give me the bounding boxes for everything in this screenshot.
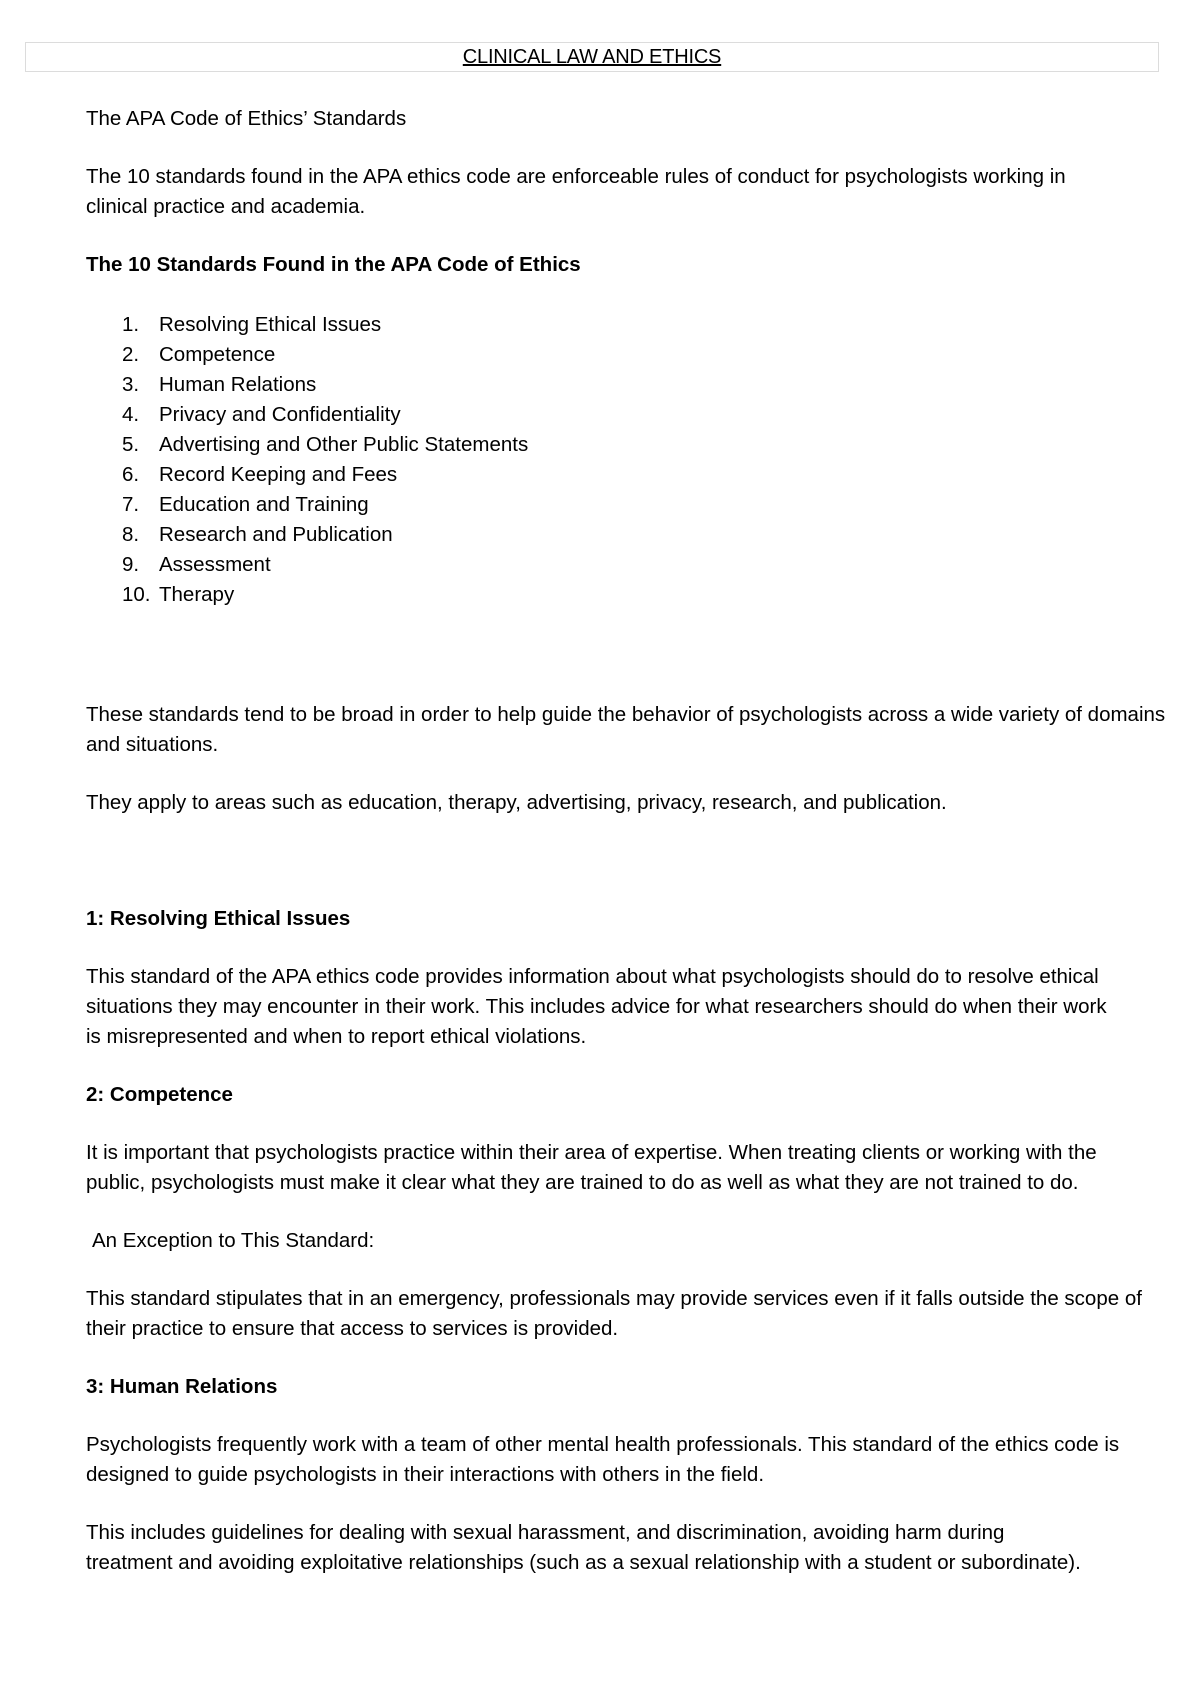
list-item-label: Record Keeping and Fees [159,463,398,486]
list-item-label: Competence [159,343,276,366]
list-item [86,340,1166,370]
list-item [86,400,1166,430]
list-item-label: Assessment [159,553,271,576]
broad-paragraph: These standards tend to be broad in order to help guide the behavior of psychologists across a wide variety of domains and situations. [86,703,1166,756]
standards-list [86,310,1166,610]
list-item-number: 8. [122,523,140,546]
list-item-number: 6. [122,463,140,486]
list-item-label: Research and Publication [159,523,393,546]
list-item-number: 4. [122,403,140,426]
list-item-label: Human Relations [159,373,317,396]
list-item [86,580,1166,610]
intro-paragraph: The 10 standards found in the APA ethics code are enforceable rules of conduct for psychologists working in clinical practice and academia. [86,165,1066,218]
list-item-number: 10. [122,583,151,606]
section-3-body-2: This includes guidelines for dealing with sexual harassment, and discrimination, avoiding harm during treatment and avoiding exploitative relationships (such as a sexual relationship with a student or subordinate). [86,1521,1081,1574]
section-2-heading: 2: Competence [86,1083,233,1106]
section-2-body: It is important that psychologists practice within their area of expertise. When treating clients or working with the public, psychologists must make it clear what they are trained to do as well as what they are not trained to do. [86,1141,1097,1194]
section-3-body-1: Psychologists frequently work with a team of other mental health professionals. This standard of the ethics code is designed to guide psychologists in their interactions with others in the field. [86,1433,1120,1486]
list-item [86,310,1166,340]
list-item-label: Therapy [159,583,235,606]
list-item [86,520,1166,550]
section-1-body: This standard of the APA ethics code provides information about what psychologists should do to resolve ethical situations they may encounter in their work. This includes advice for what researchers should do when their work is misrepresented and when to report ethical violations. [86,965,1107,1048]
document-title: CLINICAL LAW AND ETHICS [462,46,722,68]
list-item [86,430,1166,460]
list-item [86,490,1166,520]
list-item-number: 5. [122,433,140,456]
list-item-number: 2. [122,343,140,366]
apply-paragraph: They apply to areas such as education, therapy, advertising, privacy, research, and publication. [86,791,947,814]
section-2-exception-heading [86,1226,1166,1256]
list-item-label: Education and Training [159,493,369,516]
list-item-label: Advertising and Other Public Statements [159,433,529,456]
document-body [86,104,1166,1578]
list-item-label: Resolving Ethical Issues [159,313,382,336]
section-2-exception-body: This standard stipulates that in an emergency, professionals may provide services even if it falls outside the scope of their practice to ensure that access to services is provided. [86,1287,1142,1340]
list-item [86,550,1166,580]
list-item-label: Privacy and Confidentiality [159,403,401,426]
list-item-number: 3. [122,373,140,396]
exception-heading-text: An Exception to This Standard: [92,1229,375,1252]
list-item [86,460,1166,490]
standards-list-heading: The 10 Standards Found in the APA Code of Ethics [86,253,581,276]
list-item-number: 1. [122,313,140,336]
document-header [25,42,1159,72]
list-item-number: 7. [122,493,140,516]
section-3-heading: 3: Human Relations [86,1375,278,1398]
list-item [86,370,1166,400]
section-1-heading: 1: Resolving Ethical Issues [86,907,351,930]
list-item-number: 9. [122,553,140,576]
intro-heading: The APA Code of Ethics’ Standards [86,107,407,130]
